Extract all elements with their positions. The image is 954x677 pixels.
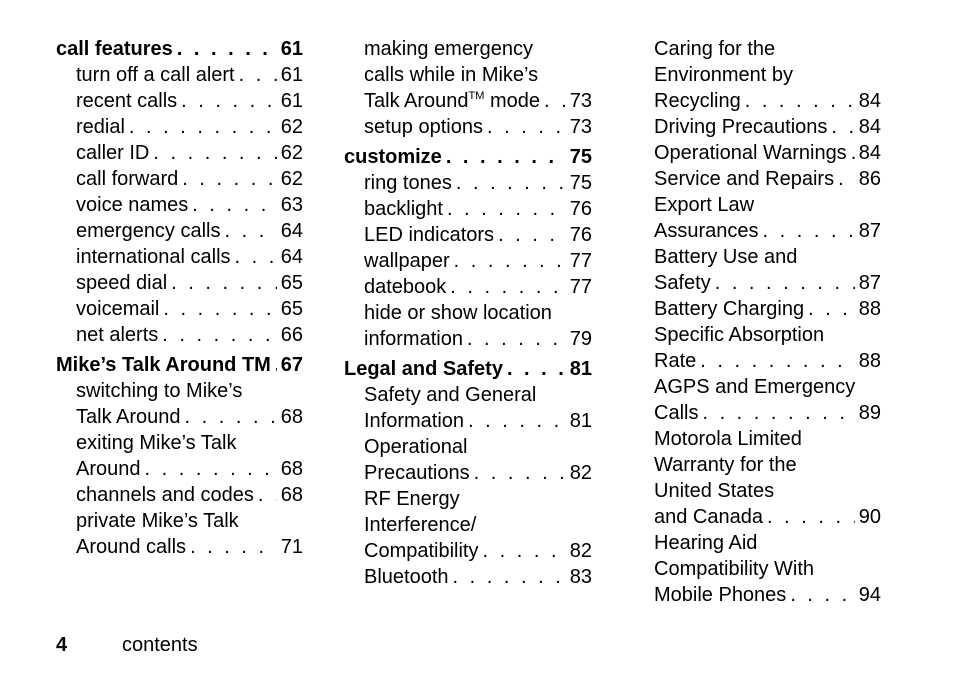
toc-entry-title-text: Compatibility <box>364 540 479 562</box>
dot-leader <box>171 270 277 296</box>
toc-entry-continuation: Warranty for the <box>654 454 797 476</box>
toc-entry <box>344 222 592 248</box>
toc-entry-title-text: backlight <box>364 198 443 220</box>
toc-entry <box>56 534 303 560</box>
dot-leader <box>446 144 566 170</box>
toc-entry <box>654 88 881 114</box>
toc-page-number: 77 <box>569 276 592 298</box>
dot-leader <box>181 88 277 114</box>
toc-entry-title <box>364 408 464 434</box>
dot-leader <box>507 356 566 382</box>
toc-entry <box>56 218 303 244</box>
toc-entry-continuation: Caring for the <box>654 38 776 60</box>
dot-leader <box>702 400 854 426</box>
toc-page-number: 73 <box>569 90 592 112</box>
toc-page-number: 83 <box>569 566 592 588</box>
toc-entry <box>56 192 303 218</box>
toc-page-number: 84 <box>858 142 881 164</box>
toc-entry <box>344 538 592 564</box>
dot-leader <box>544 88 566 114</box>
toc-entry-title <box>76 482 254 508</box>
toc-entry <box>56 166 303 192</box>
toc-page-number: 89 <box>858 402 881 424</box>
dot-leader <box>145 456 277 482</box>
toc-entry-title-text: Information <box>364 410 465 432</box>
dot-leader <box>190 534 277 560</box>
toc-entry-title <box>344 356 503 382</box>
toc-entry-continuation: Hearing Aid <box>654 532 758 554</box>
toc-entry-title-text: caller ID <box>76 142 150 164</box>
dot-leader <box>763 218 855 244</box>
toc-entry-title <box>654 114 827 140</box>
toc-entry-continuation: Specific Absorption <box>654 324 825 346</box>
toc-entry-continuation: Environment by <box>654 64 793 86</box>
toc-entry-title-text: ring tones <box>364 172 452 194</box>
toc-entry-title <box>654 400 698 426</box>
toc-entry-title <box>654 218 759 244</box>
toc-entry-title <box>364 196 443 222</box>
toc-entry <box>344 196 592 222</box>
toc-entry-title-text: emergency calls <box>76 220 221 242</box>
toc-entry-title-text: Calls <box>654 402 699 424</box>
toc-entry-title-text: call features <box>56 38 173 60</box>
toc-entry-title-text: Driving Precautions <box>654 116 828 138</box>
toc-entry-title <box>364 170 452 196</box>
dot-leader <box>185 404 277 430</box>
toc-entry-title-text: information <box>364 328 463 350</box>
toc-section <box>344 356 592 382</box>
dot-leader <box>239 62 277 88</box>
dot-leader <box>700 348 855 374</box>
toc-entry-title <box>654 88 741 114</box>
toc-entry-title <box>76 404 181 430</box>
toc-entry-continuation: calls while in Mike’s <box>364 64 539 86</box>
toc-entry-continuation: hide or show location <box>364 302 552 324</box>
dot-leader <box>487 114 566 140</box>
toc-entry-title-text: Around calls <box>76 536 187 558</box>
toc-entry-title <box>364 274 446 300</box>
toc-page-number: 62 <box>280 116 303 138</box>
toc-entry-continuation: switching to Mike’s <box>76 380 243 402</box>
toc-entry <box>56 456 303 482</box>
trademark-superscript: TM <box>468 90 485 102</box>
toc-column-2 <box>344 36 592 590</box>
dot-leader <box>192 192 276 218</box>
toc-entry-continuation: Safety and General <box>364 384 537 406</box>
toc-entry <box>344 114 592 140</box>
toc-entry-title-text: Recycling <box>654 90 741 112</box>
toc-entry-title <box>76 322 158 348</box>
toc-page-number: 75 <box>569 146 592 168</box>
dot-leader <box>235 244 277 270</box>
toc-page-number: 76 <box>569 224 592 246</box>
toc-entry-title <box>654 582 786 608</box>
toc-entry-title <box>76 244 231 270</box>
toc-entry <box>56 482 303 508</box>
toc-entry-title-text: setup options <box>364 116 483 138</box>
toc-entry-title-text: speed dial <box>76 272 168 294</box>
toc-entry-title <box>76 192 188 218</box>
toc-entry-title-text: Talk Around <box>364 90 469 112</box>
toc-page-number: 63 <box>280 194 303 216</box>
dot-leader <box>456 170 566 196</box>
toc-entry-title <box>654 140 847 166</box>
toc-entry <box>344 326 592 352</box>
toc-entry-title-text: Mobile Phones <box>654 584 787 606</box>
toc-entry <box>344 88 592 114</box>
toc-entry-title <box>654 504 763 530</box>
toc-page-number: 79 <box>569 328 592 350</box>
dot-leader <box>454 248 566 274</box>
toc-page-number: 87 <box>858 220 881 242</box>
toc-page-number: 77 <box>569 250 592 272</box>
toc-entry-title <box>364 88 540 114</box>
toc-entry-continuation: Motorola Limited <box>654 428 802 450</box>
dot-leader <box>177 36 277 62</box>
dot-leader <box>450 274 565 300</box>
toc-page-number: 87 <box>858 272 881 294</box>
toc-page-number: 65 <box>280 298 303 320</box>
toc-entry <box>654 270 881 296</box>
toc-section <box>56 36 303 62</box>
toc-page-number: 62 <box>280 168 303 190</box>
toc-entry-title <box>56 36 173 62</box>
toc-entry-title-text: Bluetooth <box>364 566 449 588</box>
dot-leader <box>745 88 855 114</box>
toc-entry-title <box>76 88 177 114</box>
toc-entry <box>654 140 881 166</box>
dot-leader <box>808 296 855 322</box>
toc-page-number: 65 <box>280 272 303 294</box>
footer-label: contents <box>122 634 198 656</box>
toc-page-number: 66 <box>280 324 303 346</box>
toc-entry-title-text: voice names <box>76 194 189 216</box>
toc-page-number: 82 <box>569 540 592 562</box>
toc-page-number: 81 <box>569 410 592 432</box>
toc-entry-title-text: Operational Warnings <box>654 142 847 164</box>
toc-entry-title-text: voicemail <box>76 298 160 320</box>
dot-leader <box>467 326 566 352</box>
dot-leader <box>474 460 566 486</box>
toc-entry <box>654 504 881 530</box>
toc-entry-title <box>76 456 141 482</box>
toc-entry-title-text: datebook <box>364 276 447 298</box>
dot-leader <box>498 222 566 248</box>
toc-entry-title <box>654 270 711 296</box>
toc-page-number: 68 <box>280 406 303 428</box>
toc-entry-title <box>76 296 159 322</box>
toc-entry-title-text: international calls <box>76 246 231 268</box>
dot-leader <box>838 166 855 192</box>
toc-entry <box>654 296 881 322</box>
toc-entry-title <box>364 564 449 590</box>
toc-page-number: 61 <box>280 64 303 86</box>
toc-entry-continuation: RF Energy <box>364 488 460 510</box>
toc-entry-continuation: AGPS and Emergency <box>654 376 856 398</box>
toc-entry-continuation: private Mike’s Talk <box>76 510 239 532</box>
toc-entry <box>56 404 303 430</box>
toc-entry-title-text: recent calls <box>76 90 178 112</box>
toc-page-number: 84 <box>858 90 881 112</box>
toc-entry <box>654 114 881 140</box>
toc-entry-title-text: Assurances <box>654 220 759 242</box>
dot-leader <box>129 114 277 140</box>
toc-page-number: 88 <box>858 350 881 372</box>
toc-entry-title <box>364 326 463 352</box>
toc-entry <box>56 140 303 166</box>
toc-entry-title <box>364 538 478 564</box>
toc-entry-title-text: and Canada <box>654 506 763 528</box>
dot-leader <box>162 322 276 348</box>
toc-entry-title-text: turn off a call alert <box>76 64 235 86</box>
dot-leader <box>851 140 855 166</box>
toc-entry-title-text: Precautions <box>364 462 470 484</box>
toc-page-number: 71 <box>280 536 303 558</box>
toc-entry-title <box>76 218 221 244</box>
toc-entry-title-text: call forward <box>76 168 179 190</box>
toc-entry-title-text: Rate <box>654 350 697 372</box>
toc-entry <box>56 270 303 296</box>
dot-leader <box>163 296 276 322</box>
toc-entry <box>344 564 592 590</box>
toc-entry <box>56 322 303 348</box>
toc-entry-title-text: Safety <box>654 272 711 294</box>
toc-page-number: 68 <box>280 458 303 480</box>
page-footer <box>56 634 198 657</box>
toc-entry <box>654 218 881 244</box>
toc-section <box>344 144 592 170</box>
toc-entry-title-text: customize <box>344 146 442 168</box>
toc-entry <box>344 460 592 486</box>
toc-entry-title <box>364 222 494 248</box>
toc-page-number: 84 <box>858 116 881 138</box>
toc-entry-continuation: Export Law <box>654 194 755 216</box>
toc-page-number: 68 <box>280 484 303 506</box>
toc-page-number: 61 <box>280 38 303 60</box>
toc-entry <box>56 62 303 88</box>
dot-leader <box>468 408 566 434</box>
dot-leader <box>831 114 854 140</box>
toc-entry <box>654 348 881 374</box>
toc-entry <box>654 166 881 192</box>
toc-page-number: 64 <box>280 246 303 268</box>
toc-entry-title-text: Around <box>76 458 141 480</box>
toc-entry-title <box>344 144 442 170</box>
toc-page-number: 82 <box>569 462 592 484</box>
toc-entry-title <box>76 270 167 296</box>
toc-entry-title-text: Battery Charging <box>654 298 805 320</box>
toc-page-number: 86 <box>858 168 881 190</box>
toc-entry-title <box>364 114 483 140</box>
toc-entry-title <box>56 352 271 378</box>
toc-entry-continuation: United States <box>654 480 775 502</box>
toc-entry <box>654 582 881 608</box>
toc-page-number: 88 <box>858 298 881 320</box>
toc-entry-title <box>76 114 125 140</box>
toc-page-number: 64 <box>280 220 303 242</box>
dot-leader <box>790 582 854 608</box>
toc-entry-continuation: Compatibility With <box>654 558 815 580</box>
toc-entry-title-text: Service and Repairs <box>654 168 835 190</box>
toc-entry-continuation: Battery Use and <box>654 246 798 268</box>
toc-column-1 <box>56 36 303 560</box>
toc-column-3 <box>654 36 881 608</box>
toc-page-number: 94 <box>858 584 881 606</box>
toc-entry-title-text: Talk Around <box>76 406 181 428</box>
toc-page-number: 61 <box>280 90 303 112</box>
toc-entry-continuation: Operational <box>364 436 468 458</box>
toc-entry <box>56 296 303 322</box>
toc-entry <box>344 170 592 196</box>
toc-page-number: 73 <box>569 116 592 138</box>
toc-entry-title <box>76 534 186 560</box>
toc-entry <box>56 244 303 270</box>
toc-entry-title <box>654 348 696 374</box>
toc-entry-continuation: Interference/ <box>364 514 477 536</box>
dot-leader <box>447 196 566 222</box>
dot-leader <box>153 140 276 166</box>
toc-entry-title-text: mode <box>484 90 540 112</box>
dot-leader <box>275 352 277 378</box>
toc-entry-title-text: wallpaper <box>364 250 450 272</box>
toc-entry <box>344 248 592 274</box>
toc-entry <box>344 274 592 300</box>
dot-leader <box>453 564 566 590</box>
toc-entry-title-text: net alerts <box>76 324 159 346</box>
toc-page-number: 81 <box>569 358 592 380</box>
toc-entry-title-text: redial <box>76 116 125 138</box>
toc-page-number: 62 <box>280 142 303 164</box>
dot-leader <box>182 166 276 192</box>
dot-leader <box>225 218 277 244</box>
page-number: 4 <box>56 634 68 656</box>
toc-entry-title <box>654 296 804 322</box>
toc-entry-title <box>76 140 149 166</box>
toc-page-number: 75 <box>569 172 592 194</box>
toc-page-number: 90 <box>858 506 881 528</box>
toc-entry <box>654 400 881 426</box>
dot-leader <box>258 482 277 508</box>
toc-entry-title <box>76 62 235 88</box>
toc-entry-title <box>76 166 178 192</box>
toc-entry-title <box>364 460 470 486</box>
toc-entry-title-text: Legal and Safety <box>344 358 503 380</box>
dot-leader <box>715 270 855 296</box>
toc-entry-title <box>654 166 834 192</box>
toc-entry-title-text: channels and codes <box>76 484 254 506</box>
toc-entry-title-text: Mike’s Talk Around TM <box>56 354 271 376</box>
toc-page-number: 76 <box>569 198 592 220</box>
toc-entry <box>56 88 303 114</box>
toc-page-number: 67 <box>280 354 303 376</box>
toc-entry <box>56 114 303 140</box>
toc-entry-continuation: making emergency <box>364 38 533 60</box>
toc-entry-title <box>364 248 450 274</box>
dot-leader <box>482 538 565 564</box>
toc-entry-title-text: LED indicators <box>364 224 495 246</box>
toc-entry <box>344 408 592 434</box>
toc-section <box>56 352 303 378</box>
toc-entry-continuation: exiting Mike’s Talk <box>76 432 237 454</box>
dot-leader <box>767 504 855 530</box>
